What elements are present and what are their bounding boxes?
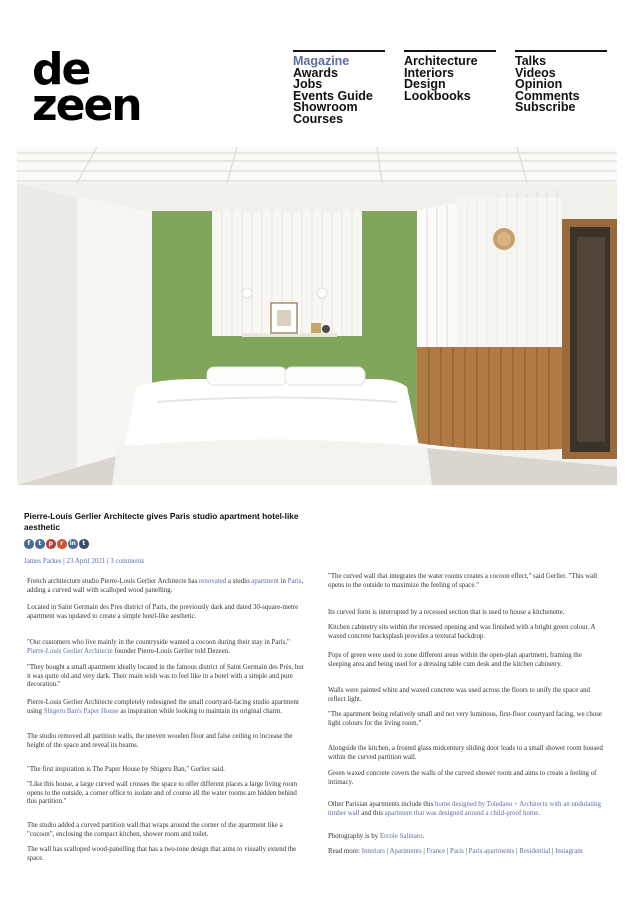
- paragraph-8: "Like this house, a large curved wall crosses the space to offer different places a large living room opens to the outside, a corner office to isolate and of course all the water rooms are hidden behind this partition.": [27, 781, 298, 806]
- renovated-link[interactable]: renovated: [199, 578, 227, 585]
- nav-videos[interactable]: Videos: [515, 65, 556, 80]
- paragraph-7: "The first inspiration is The Paper House by Shigeru Ban," Gerlier said.: [27, 766, 225, 773]
- paragraph-r9: Other Parisian apartments include this home designed by Toledano + Architects with an undulating timber wall and this apartment that was designed around a child-proof home.: [328, 801, 601, 817]
- nav-subscribe[interactable]: Subscribe: [515, 100, 576, 115]
- paragraph-6: The studio removed all partition walls, the uneven wooden floor and false ceiling to increase the height of the space and reveal its beams.: [27, 733, 293, 749]
- paper-house-link[interactable]: Shigeru Ban's Paper House: [43, 707, 119, 715]
- tag-instagram[interactable]: Instagram: [555, 848, 583, 855]
- studio-link[interactable]: Pierre-Louis Gerlier Architecte: [27, 647, 113, 655]
- nav-architecture[interactable]: Architecture: [404, 54, 478, 68]
- paragraph-3: "Our customers who live mainly in the countryside wanted a cocoon during their stay in Paris," Pierre-Louis Gerlier Architecte founder Pierre-Louis Gerlier told Dezeen.: [27, 639, 290, 655]
- read-more: Read more: Interiors | Apartments | France | Paris | Paris apartments | Residential | Instagram: [328, 848, 583, 855]
- twitter-icon[interactable]: t: [35, 539, 45, 549]
- paragraph-r5: Walls were painted white and waxed concrete was used across the floors to unify the space and reflect light.: [328, 687, 590, 703]
- child-proof-link[interactable]: apartment that was designed around a child-proof home: [384, 809, 539, 817]
- apartment-link[interactable]: apartment: [251, 578, 279, 585]
- paragraph-2: Located in Saint Germain des Pres district of Paris, the previously dark and dated 30-square-metre apartment was updated to create a simple hotel-like aesthetic.: [27, 604, 299, 620]
- logo-line-1: de: [32, 44, 90, 95]
- paragraph-5: Pierre-Louis Gerlier Architecte completely redesigned the small courtyard-facing studio apartment using Shigeru Ban's Paper House as inspiration while looking to maintain its original charm.: [27, 699, 299, 715]
- nav-awards[interactable]: Awards: [293, 65, 338, 80]
- tag-paris[interactable]: Paris: [450, 848, 464, 855]
- paragraph-r2: Its curved form is interrupted by a recessed section that is used to house a kitchenette.: [328, 609, 565, 616]
- nav-interiors[interactable]: Interiors: [404, 65, 455, 80]
- paragraph-r7: Alongside the kitchen, a frosted glass midcentury sliding door leads to a small shower room housed within the curved partition wall.: [328, 745, 603, 761]
- hero-photo[interactable]: [17, 147, 617, 485]
- paris-link[interactable]: Paris: [287, 578, 302, 585]
- byline-separator: |: [63, 557, 67, 565]
- tag-residential[interactable]: Residential: [519, 848, 551, 855]
- nav-column-2: [404, 50, 496, 102]
- paragraph-1: French architecture studio Pierre-Louis Gerlier Architecte has renovated a studio apartment in Paris, adding a curved wall with scalloped wood panelling.: [27, 578, 304, 594]
- comments-link[interactable]: 3 comments: [110, 557, 145, 565]
- facebook-icon[interactable]: f: [24, 539, 34, 549]
- paragraph-r6: "The apartment being relatively small and not very luminous, first-floor courtyard facing, we chose light colours for the living room.": [328, 711, 602, 727]
- nav-showroom[interactable]: Showroom: [293, 100, 358, 115]
- logo-line-2: zeen: [32, 80, 141, 131]
- paragraph-r3: Kitchen cabinetry sits within the recessed opening and was finished with a bright green colour. A waxed concrete backsplash provides a textural backdrop.: [328, 624, 596, 640]
- paragraph-r4: Pops of green were used to zone different areas within the open-plan apartment, framing the sleeping area and being used for a dressing table cum desk and the kitchen cabinetry.: [328, 652, 582, 668]
- nav-design[interactable]: Design: [404, 77, 446, 92]
- toledano-link[interactable]: home designed by Toledano + Architects with an undulating timber wall: [328, 801, 601, 817]
- nav-lookbooks[interactable]: Lookbooks: [404, 88, 471, 103]
- nav-events-guide[interactable]: Events Guide: [293, 88, 373, 103]
- nav-magazine[interactable]: Magazine: [293, 54, 350, 68]
- photo-credit: Photography is by Ercole Salinaro.: [328, 833, 425, 840]
- paragraph-9: The studio added a curved partition wall that wraps around the corner of the apartment like a "cocoon", enclosing the compact kitchen, shower room and toilet.: [27, 822, 283, 838]
- paragraph-4: "They bought a small apartment ideally located in the famous district of Saint Germain des Près, but it was quite old and very dark. Their main wish was to feel like in a hotel with a simple and pure decoration.": [27, 664, 304, 689]
- paragraph-r1: "The curved wall that integrates the water rooms creates a cocoon effect," said Gerlier. "This wall opens to the outside to maximize the feeling of space.": [328, 573, 598, 589]
- paragraph-10: The wall has scalloped wood-panelling that has a two-tone design that aims to visually extend the space.: [27, 846, 297, 862]
- reddit-icon[interactable]: r: [57, 539, 67, 549]
- linkedin-icon[interactable]: in: [69, 540, 76, 547]
- tag-france[interactable]: France: [426, 848, 446, 855]
- tag-apartments[interactable]: Apartments: [389, 848, 422, 855]
- nav-column-1: [293, 50, 385, 126]
- tumblr-icon[interactable]: t: [79, 539, 89, 549]
- author-link[interactable]: James Parkes: [24, 557, 62, 565]
- share-bar: [24, 539, 89, 549]
- nav-column-3: [515, 50, 607, 114]
- byline-separator: |: [107, 557, 111, 565]
- bedroom-illustration: [17, 147, 617, 485]
- nav-comments[interactable]: Comments: [515, 88, 580, 103]
- article-headline: Pierre-Louis Gerlier Architecte gives Paris studio apartment hotel-like aesthetic: [24, 511, 299, 532]
- nav-jobs[interactable]: Jobs: [293, 77, 323, 92]
- tag-paris-apartments[interactable]: Paris apartments: [468, 848, 515, 855]
- nav-courses[interactable]: Courses: [293, 111, 344, 126]
- tag-interiors[interactable]: Interiors: [361, 848, 386, 855]
- publish-date: 23 April 2021: [66, 557, 106, 565]
- dezeen-logo[interactable]: [32, 44, 182, 131]
- photographer-link[interactable]: Ercole Salinaro: [379, 833, 423, 840]
- nav-talks[interactable]: Talks: [515, 54, 547, 68]
- nav-opinion[interactable]: Opinion: [515, 77, 563, 92]
- byline: [24, 557, 144, 566]
- paragraph-r8: Green waxed concrete covers the walls of the curved shower room and aims to create a feeling of intimacy.: [328, 770, 597, 786]
- pinterest-icon[interactable]: p: [46, 539, 56, 549]
